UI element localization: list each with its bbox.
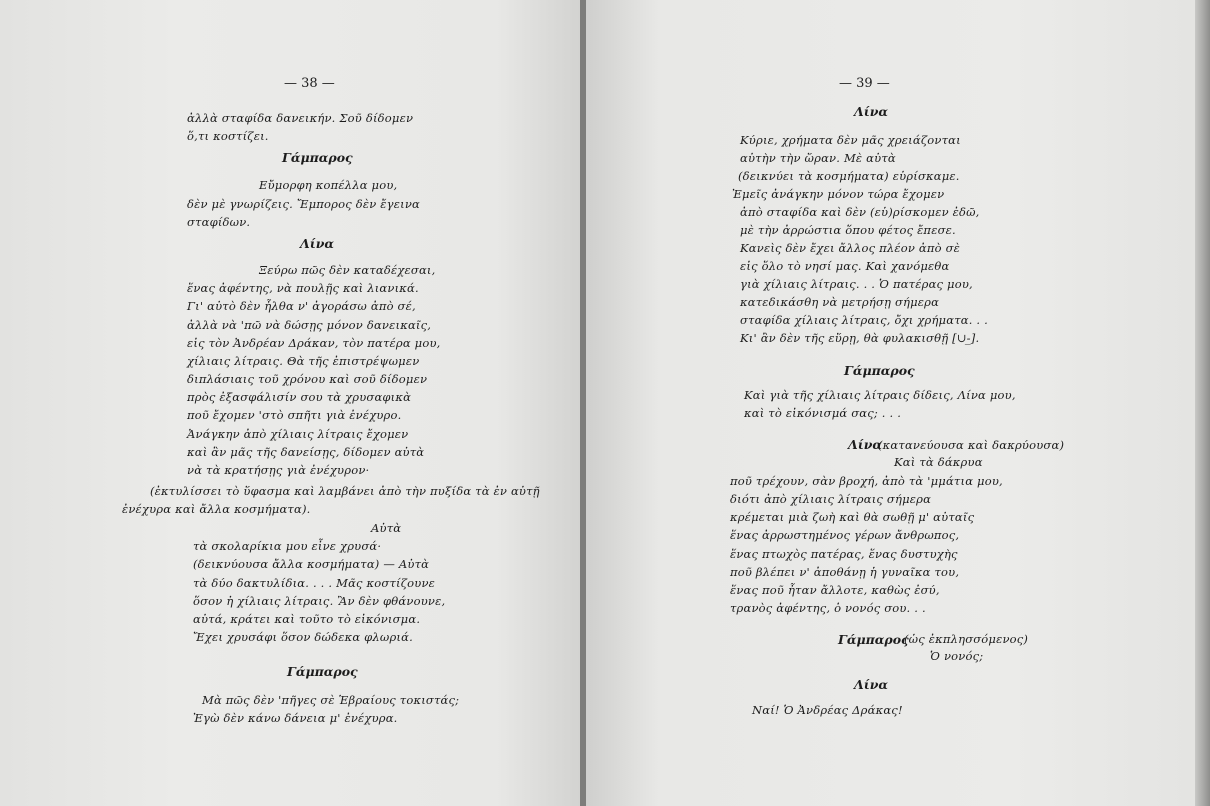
stage-direction: (ἐκτυλίσσει τὸ ὕφασμα καὶ λαμβάνει ἀπὸ τὴν πυξίδα τὰ ἐν αὐτῇ xyxy=(150,484,540,498)
text-line: Ξεύρω πῶς δὲν καταδέχεσαι, xyxy=(259,263,436,277)
speaker-name: Λίνα xyxy=(300,236,335,251)
text-line: ποῦ βλέπει ν' ἀποθάνῃ ἡ γυναῖκα του, xyxy=(730,565,960,579)
text-line: Κύριε, χρήματα δὲν μᾶς χρειάζονται xyxy=(740,133,961,147)
text-line: διότι ἀπὸ χίλιαις λίτραις σήμερα xyxy=(730,492,932,506)
text-line: διπλάσιαις τοῦ χρόνου καὶ σοῦ δίδομεν xyxy=(187,372,428,386)
text-line: τὰ σκολαρίκια μου εἶνε χρυσά· xyxy=(193,539,382,553)
text-line: Ἔχει χρυσάφι ὅσον δώδεκα φλωριά. xyxy=(193,630,413,644)
text-line: Ἀνάγκην ἀπὸ χίλιαις λίτραις ἔχομεν xyxy=(187,427,409,441)
text-line: νὰ τὰ κρατήσῃς γιὰ ἐνέχυρον· xyxy=(187,463,370,477)
text-line: δὲν μὲ γνωρίζεις. Ἔμπορος δὲν ἔγεινα xyxy=(187,197,420,211)
text-line: ἀπὸ σταφίδα καὶ δὲν (εὑ)ρίσκομεν ἐδῶ, xyxy=(740,205,980,219)
text-line: καὶ ἂν μᾶς τῆς δανείσῃς, δίδομεν αὐτὰ xyxy=(187,445,425,459)
text-line: εἰς τὸν Ἀνδρέαν Δράκαν, τὸν πατέρα μου, xyxy=(187,336,441,350)
text-line: αὐτὴν τὴν ὥραν. Μὲ αὐτὰ xyxy=(740,151,896,165)
speaker-name: Γάμπαρος xyxy=(282,150,353,165)
text-line: ἕνας ἀφέντης, νὰ πουλῇς καὶ λιανικά. xyxy=(187,281,419,295)
text-line: ποῦ ἔχομεν 'στὸ σπῆτι γιὰ ἐνέχυρο. xyxy=(187,408,402,422)
text-line: ἕνας ἀρρωστημένος γέρων ἄνθρωπος, xyxy=(730,528,960,542)
speaker-name: Λίνα xyxy=(854,104,889,119)
text-line: κρέμεται μιὰ ζωὴ καὶ θὰ σωθῇ μ' αὐταῖς xyxy=(730,510,975,524)
text-line: χίλιαις λίτραις. Θὰ τῆς ἐπιστρέψωμεν xyxy=(187,354,420,368)
page-edge xyxy=(1195,0,1210,806)
text-line: Ἐμεῖς ἀνάγκην μόνον τώρα ἔχομεν xyxy=(732,187,945,201)
stage-direction: (ὡς ἐκπλησσόμενος) xyxy=(904,632,1029,646)
stage-direction: (κατανεύουσα καὶ δακρύουσα) xyxy=(878,438,1065,452)
text-line: αὐτά, κράτει καὶ τοῦτο τὸ εἰκόνισμα. xyxy=(193,612,421,626)
text-line: Μὰ πῶς δὲν 'πῆγες σὲ Ἑβραίους τοκιστάς; xyxy=(202,693,460,707)
text-line: ἕνας πτωχὸς πατέρας, ἕνας δυστυχὴς xyxy=(730,547,958,561)
speaker-name: Λίνα xyxy=(854,677,889,692)
text-line: (δεικνύει τὰ κοσμήματα) εὑρίσκαμε. xyxy=(738,169,960,183)
text-line: εἰς ὅλο τὸ νησί μας. Καὶ χανόμεθα xyxy=(740,259,950,273)
speaker-name: Γάμπαρος xyxy=(838,632,909,647)
text-line: Ναί! Ὁ Ἀνδρέας Δράκας! xyxy=(752,703,903,717)
text-line: ὅσον ἡ χίλιαις λίτραις. Ἂν δὲν φθάνουνε, xyxy=(193,594,446,608)
text-line: ἀλλὰ νὰ 'πῶ νὰ δώσῃς μόνον δανεικαῖς, xyxy=(187,318,432,332)
text-line: σταφίδων. xyxy=(187,215,251,229)
text-line: ὅ,τι κοστίζει. xyxy=(187,129,269,143)
left-page xyxy=(0,0,583,806)
text-line: ἀλλὰ σταφίδα δανεικήν. Σοῦ δίδομεν xyxy=(187,111,414,125)
page-number: — 39 — xyxy=(839,76,890,91)
text-line: σταφίδα χίλιαις λίτραις, ὄχι χρήματα. . . xyxy=(740,313,988,327)
text-line: Ὁ νονός; xyxy=(930,649,984,663)
text-line: ποῦ τρέχουν, σὰν βροχή, ἀπὸ τὰ 'μμάτια μου, xyxy=(730,474,1003,488)
text-line: τὰ δύο δακτυλίδια. . . . Μᾶς κοστίζουνε xyxy=(193,576,436,590)
text-line: ἕνας ποῦ ἦταν ἄλλοτε, καθὼς ἐσύ, xyxy=(730,583,940,597)
text-line: Καὶ τὰ δάκρυα xyxy=(894,455,983,469)
text-line: Εὔμορφη κοπέλλα μου, xyxy=(259,178,398,192)
text-line: μὲ τὴν ἀρρώστια ὅπου φέτος ἔπεσε. xyxy=(740,223,956,237)
text-line: τρανὸς ἀφέντης, ὁ νονός σου. . . xyxy=(730,601,926,615)
text-line: Κι' ἂν δὲν τῆς εὕρῃ, θὰ φυλακισθῇ [∪-̲]. xyxy=(740,331,980,345)
text-line: γιὰ χίλιαις λίτραις. . . Ὁ πατέρας μου, xyxy=(740,277,973,291)
text-line: Αὐτὰ xyxy=(371,521,402,535)
stage-direction: ἐνέχυρα καὶ ἄλλα κοσμήματα). xyxy=(122,502,311,516)
speaker-name: Λίνα xyxy=(848,437,883,452)
text-line: Καὶ γιὰ τῆς χίλιαις λίτραις δίδεις, Λίνα μου, xyxy=(744,388,1016,402)
text-line: καὶ τὸ εἰκόνισμά σας; . . . xyxy=(744,406,902,420)
text-line: Κανεὶς δὲν ἔχει ἄλλος πλέον ἀπὸ σὲ xyxy=(740,241,961,255)
text-line: Γι' αὐτὸ δὲν ἦλθα ν' ἀγοράσω ἀπὸ σέ, xyxy=(187,299,416,313)
text-line: (δεικνύουσα ἄλλα κοσμήματα) — Αὐτὰ xyxy=(193,557,430,571)
text-line: Ἐγὼ δὲν κάνω δάνεια μ' ἐνέχυρα. xyxy=(193,711,398,725)
page-number: — 38 — xyxy=(284,76,335,91)
text-line: κατεδικάσθη νὰ μετρήσῃ σήμερα xyxy=(740,295,940,309)
speaker-name: Γάμπαρος xyxy=(844,363,915,378)
right-page xyxy=(586,0,1195,806)
text-line: πρὸς ἐξασφάλισίν σου τὰ χρυσαφικὰ xyxy=(187,390,412,404)
speaker-name: Γάμπαρος xyxy=(287,664,358,679)
